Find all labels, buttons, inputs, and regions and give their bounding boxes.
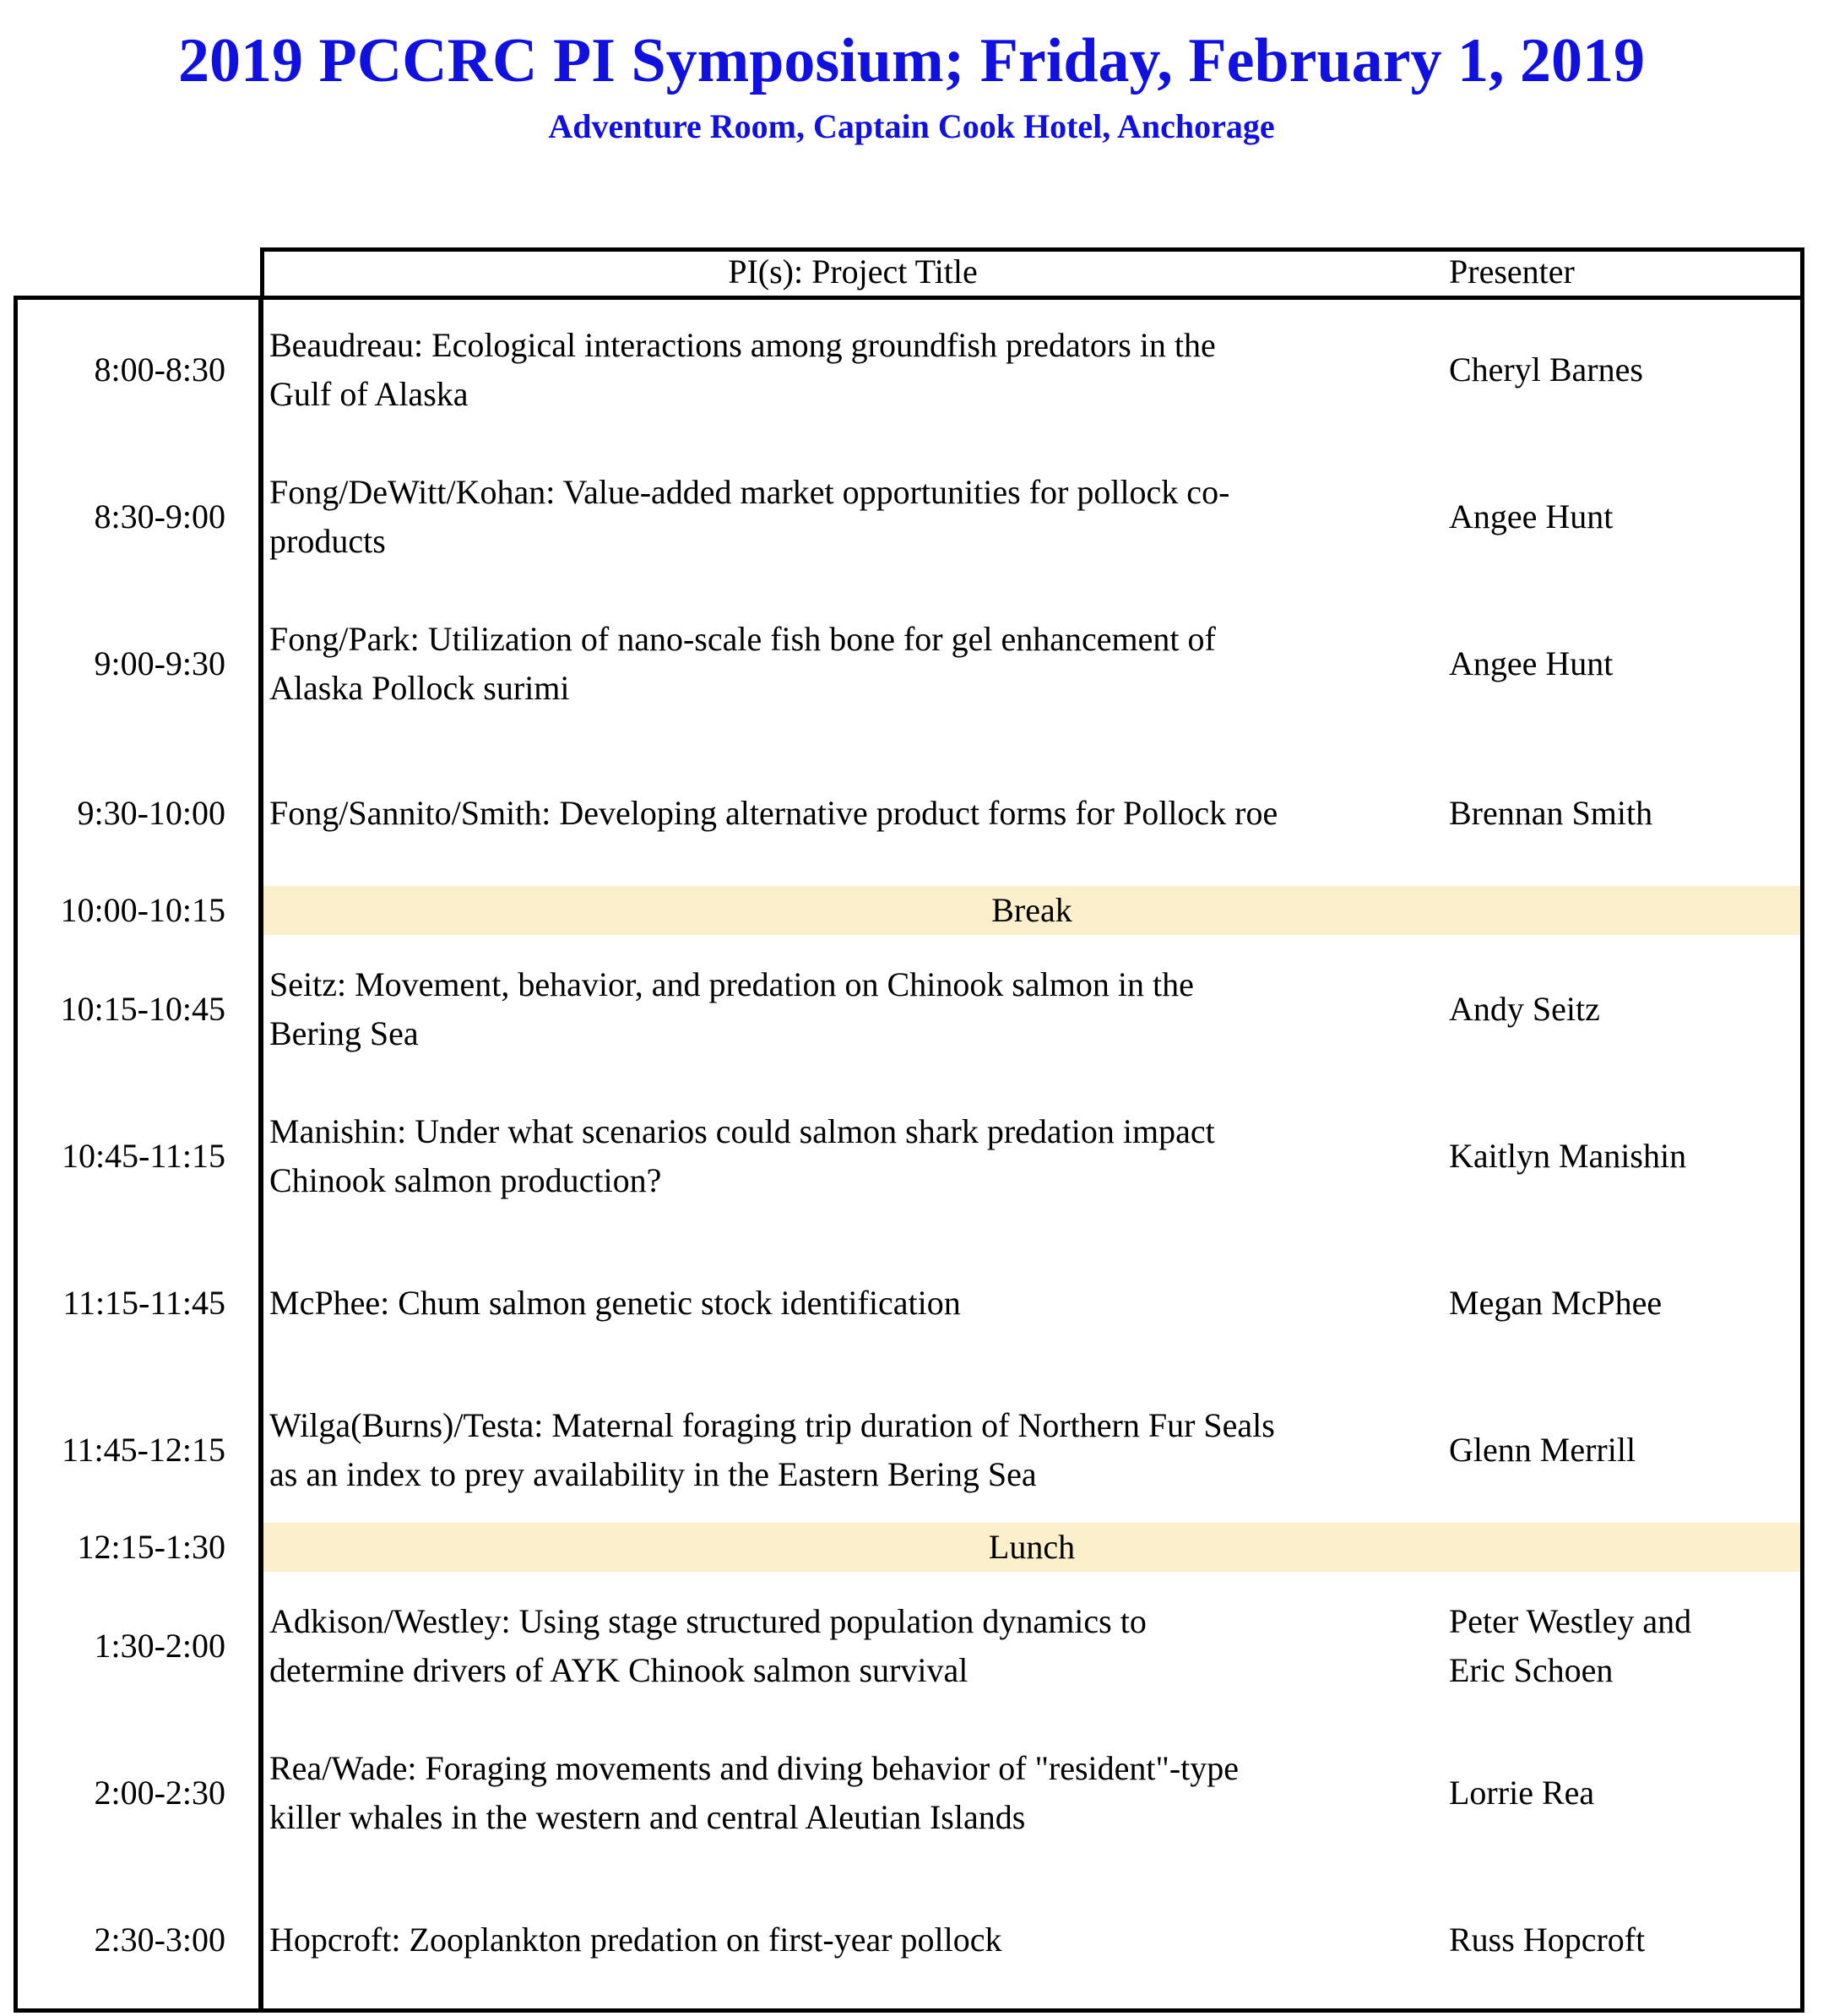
project-title-line: determine drivers of AYK Chinook salmon survival [269,1651,968,1689]
presenter-name-line: Eric Schoen [1449,1651,1614,1689]
lunch-label: Lunch [988,1528,1076,1566]
break-label: Break [991,891,1072,929]
column-header-presenter: Presenter [1449,253,1575,291]
project-title-line: killer whales in the western and central Aleutian Islands [269,1798,1026,1836]
time-slot: 9:30-10:00 [77,794,225,832]
project-title [269,960,1443,1058]
time-slot: 1:30-2:00 [94,1627,225,1665]
project-title-line: Rea/Wade: Foraging movements and diving behavior of "resident"-type [269,1749,1240,1787]
presenter-name: Angee Hunt [1449,644,1614,682]
project-title [269,468,1443,566]
presenter-name [1449,1597,1795,1695]
project-title-line: Gulf of Alaska [269,375,469,413]
project-title [269,1597,1443,1695]
presenter-name: Brennan Smith [1449,794,1653,832]
presenter-name: Glenn Merrill [1449,1431,1636,1469]
project-title-line: Alaska Pollock surimi [269,669,570,707]
time-slot: 10:15-10:45 [60,990,225,1028]
project-title-line: Fong/Sannito/Smith: Developing alternative product forms for Pollock roe [269,794,1278,832]
column-divider [258,296,263,2013]
project-title [269,615,1443,713]
presenter-name: Angee Hunt [1449,497,1614,535]
project-title-line: Hopcroft: Zooplankton predation on first-year pollock [269,1921,1002,1959]
time-slot: 11:15-11:45 [62,1284,225,1322]
project-title [269,789,1443,838]
time-slot: 9:00-9:30 [94,644,225,682]
time-slot: 10:00-10:15 [60,891,225,929]
page-title: 2019 PCCRC PI Symposium; Friday, February 1, 2019 [178,26,1645,95]
project-title-line: Fong/DeWitt/Kohan: Value-added market opportunities for pollock co- [269,473,1230,511]
time-slot: 8:00-8:30 [94,350,225,389]
project-title [269,1107,1443,1205]
presenter-name: Russ Hopcroft [1449,1921,1646,1959]
project-title-line: as an index to prey availability in the Eastern Bering Sea [269,1455,1037,1493]
presenter-name: Kaitlyn Manishin [1449,1137,1687,1175]
time-slot: 10:45-11:15 [61,1137,225,1175]
project-title-line: Manishin: Under what scenarios could salmon shark predation impact [269,1112,1215,1150]
page-subtitle: Adventure Room, Captain Cook Hotel, Anchorage [548,107,1275,145]
project-title-line: Adkison/Westley: Using stage structured population dynamics to [269,1602,1147,1640]
presenter-name: Cheryl Barnes [1449,350,1643,389]
project-title-line: Chinook salmon production? [269,1161,662,1199]
project-title [269,1744,1443,1842]
presenter-name: Lorrie Rea [1449,1774,1595,1812]
project-title [269,1279,1443,1328]
time-slot: 8:30-9:00 [94,497,225,535]
project-title-line: products [269,522,386,560]
project-title [269,1401,1443,1499]
time-slot: 2:00-2:30 [94,1774,225,1812]
presenter-name: Megan McPhee [1449,1284,1663,1322]
project-title-line: Wilga(Burns)/Testa: Maternal foraging trip duration of Northern Fur Seals [269,1406,1275,1444]
project-title-line: McPhee: Chum salmon genetic stock identification [269,1284,961,1322]
presenter-name: Andy Seitz [1449,990,1600,1028]
presenter-name-line: Peter Westley and [1449,1602,1692,1640]
project-title [269,1915,1443,1964]
project-title-line: Beaudreau: Ecological interactions among groundfish predators in the [269,326,1216,364]
project-title-line: Bering Sea [269,1014,419,1052]
project-title [269,321,1443,419]
column-header-project: PI(s): Project Title [728,253,978,291]
time-slot: 11:45-12:15 [61,1431,225,1469]
time-slot: 2:30-3:00 [94,1921,225,1959]
time-slot: 12:15-1:30 [77,1528,225,1566]
project-title-line: Fong/Park: Utilization of nano-scale fish bone for gel enhancement of [269,620,1216,658]
project-title-line: Seitz: Movement, behavior, and predation on Chinook salmon in the [269,965,1194,1003]
